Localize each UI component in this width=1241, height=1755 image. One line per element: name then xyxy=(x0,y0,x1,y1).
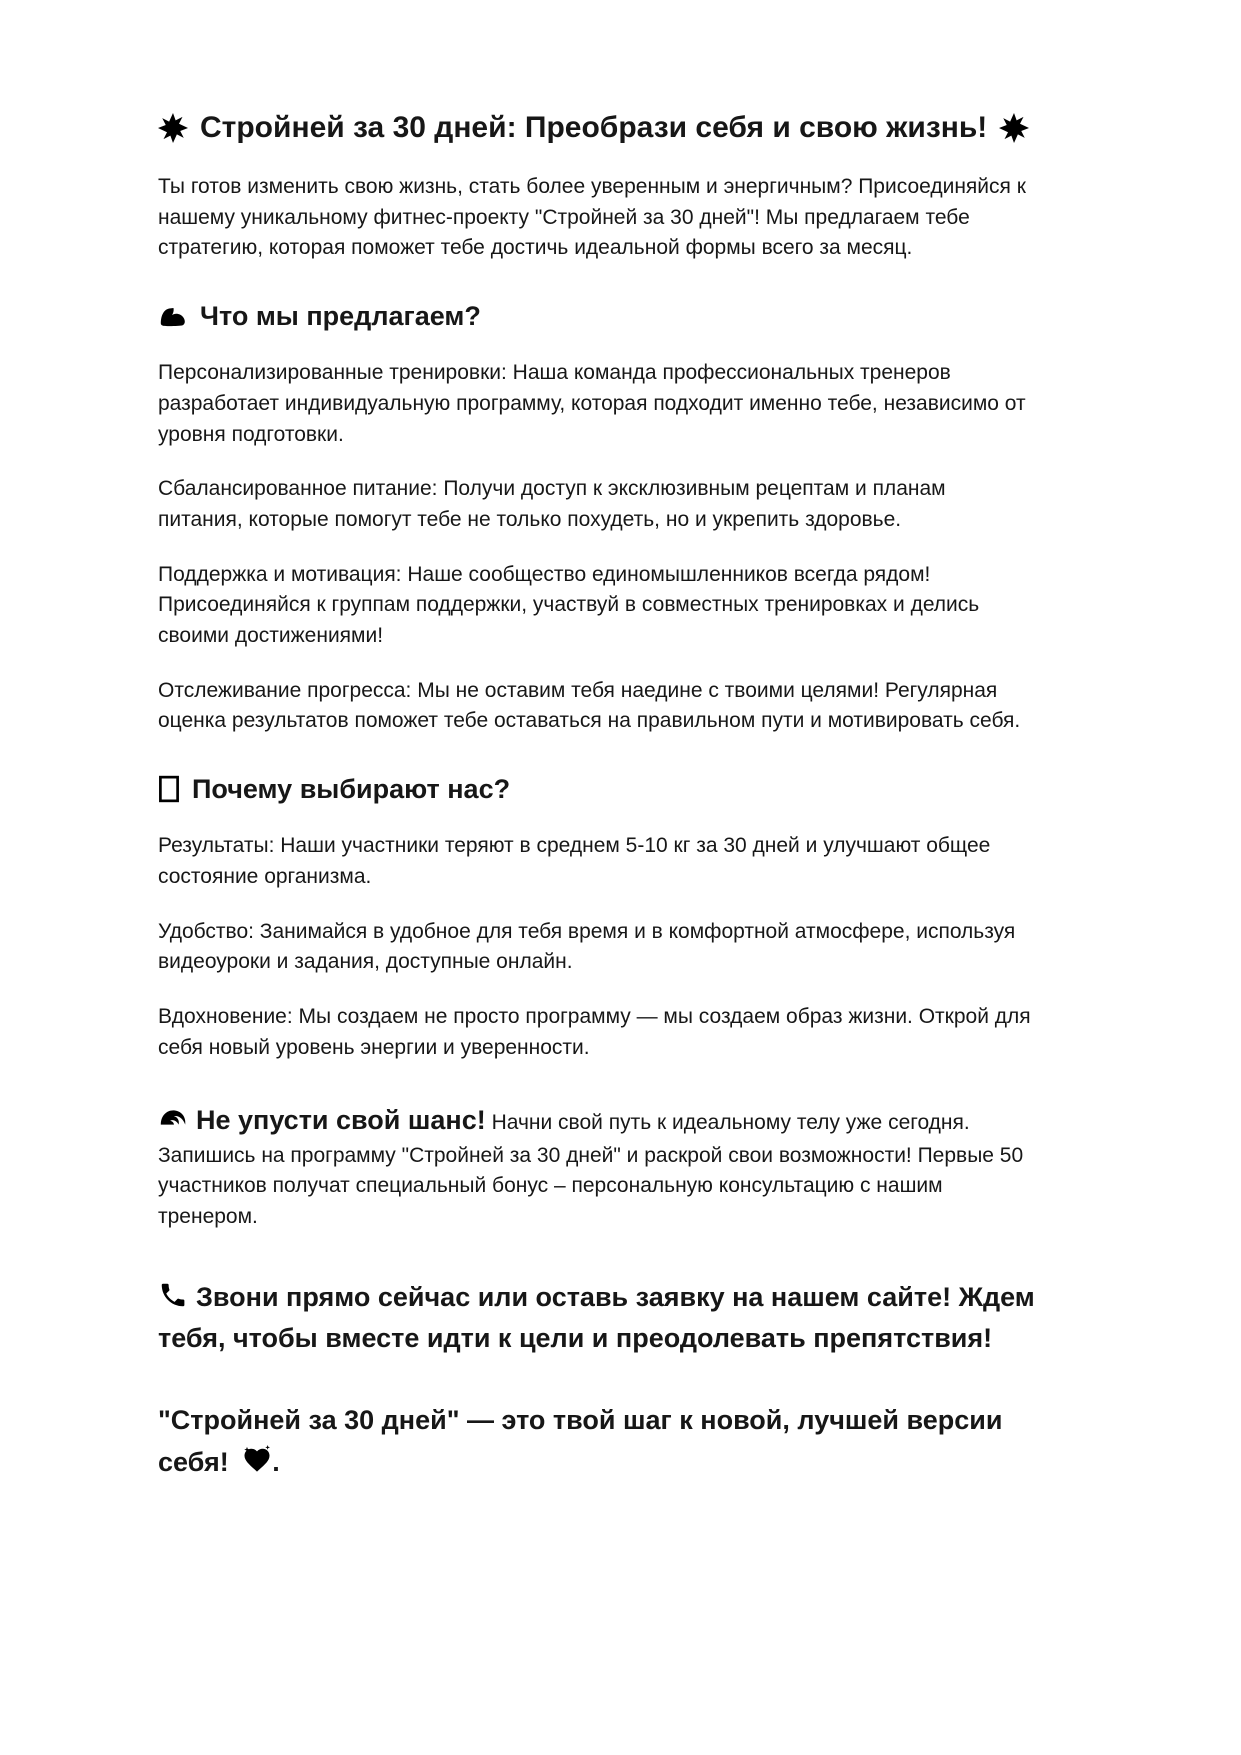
offer-heading-text: Что мы предлагаем? xyxy=(200,300,481,331)
why-paragraph: Удобство: Занимайся в удобное для тебя время и в комфортной атмосфере, используя видеоуроки и задания, доступные онлайн. xyxy=(158,919,1016,974)
why-heading-text: Почему выбирают нас? xyxy=(192,773,511,804)
cta-paragraph xyxy=(158,1277,1036,1361)
starburst-icon xyxy=(158,113,188,143)
offer-heading xyxy=(158,300,1036,332)
phone-icon xyxy=(158,1280,188,1310)
missing-glyph-icon xyxy=(158,775,180,803)
offer-paragraph: Отслеживание прогресса: Мы не оставим тебя наедине с твоими целями! Регулярная оценка результатов поможет тебе оставаться на правильном пути и мотивировать себя. xyxy=(158,678,1021,733)
offer-paragraph: Персонализированные тренировки: Наша команда профессиональных тренеров разработает индивидуальную программу, которая подходит именно тебе, независимо от уровня подготовки. xyxy=(158,361,1026,446)
why-heading xyxy=(158,773,1036,805)
offer-paragraph: Сбалансированное питание: Получи доступ к эксклюзивным рецептам и планам питания, которые помогут тебе не только похудеть, но и укрепить здоровье. xyxy=(158,477,946,531)
sparkling-heart-icon xyxy=(242,1445,272,1475)
starburst-icon xyxy=(999,113,1029,143)
cta-text: Звони прямо сейчас или оставь заявку на нашем сайте! Ждем тебя, чтобы вместе идти к цели и преодолевать препятствия! xyxy=(158,1281,1035,1354)
offer-paragraph: Поддержка и мотивация: Наше сообщество единомышленников всегда рядом! Присоединяйся к группам поддержки, участвуй в совместных тренировках и делись своими достижениями! xyxy=(158,562,980,647)
chance-paragraph xyxy=(158,1101,1036,1232)
closing-period: . xyxy=(272,1447,280,1478)
closing-text: "Стройней за 30 дней" — это твой шаг к новой, лучшей версии себя! xyxy=(158,1405,1003,1478)
why-paragraph: Результаты: Наши участники теряют в среднем 5-10 кг за 30 дней и улучшают общее состояние организма. xyxy=(158,834,991,888)
wave-icon xyxy=(158,1103,188,1133)
document-title-text: Стройней за 30 дней: Преобрази себя и свою жизнь! xyxy=(200,111,988,144)
document-title xyxy=(158,110,1036,146)
flexed-biceps-icon xyxy=(158,301,188,331)
chance-text: Начни свой путь к идеальному телу уже сегодня. Запишись на программу "Стройней за 30 дней" и раскрой свои возможности! Первые 50 участников получат специальный бонус – персональную консультацию с нашим тренером. xyxy=(158,1111,1024,1228)
why-paragraph: Вдохновение: Мы создаем не просто программу — мы создаем образ жизни. Открой для себя новый уровень энергии и уверенности. xyxy=(158,1004,1031,1059)
chance-heading-text: Не упусти свой шанс! xyxy=(196,1105,486,1136)
intro-paragraph: Ты готов изменить свою жизнь, стать более уверенным и энергичным? Присоединяйся к нашему уникальному фитнес-проекту "Стройней за 30 дней"! Мы предлагаем тебе стратегию, которая поможет тебе достичь идеальной формы всего за месяц. xyxy=(158,175,1026,260)
closing-paragraph xyxy=(158,1400,1036,1484)
